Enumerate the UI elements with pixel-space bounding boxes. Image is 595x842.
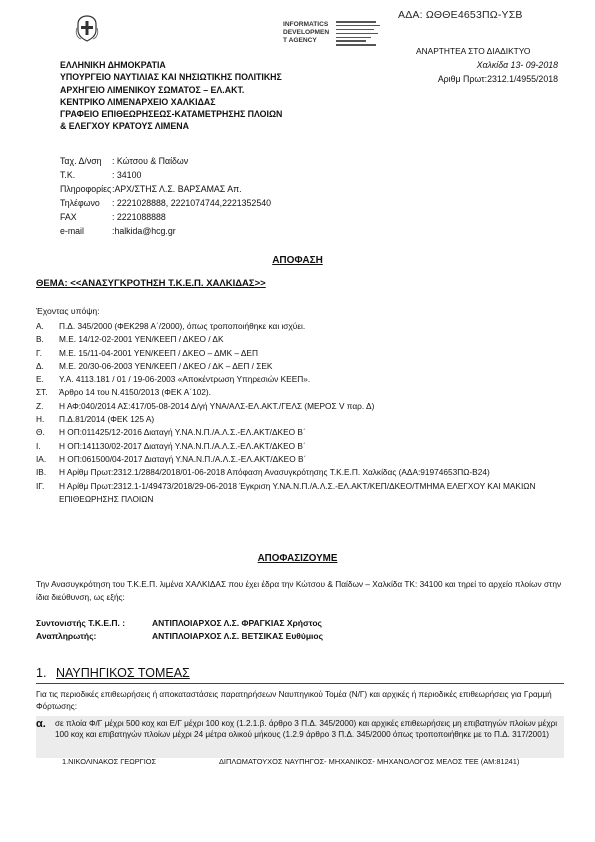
item-letter: ΙΓ. [36, 480, 45, 491]
section-title: ΝΑΥΠΗΓΙΚΟΣ ΤΟΜΕΑΣ [56, 666, 190, 680]
item-text: Π.Δ.81/2014 (ΦΕΚ 125 Α) [59, 414, 155, 425]
contact-value: : 2221088888 [112, 212, 166, 222]
contact-label: Τηλέφωνο [60, 198, 100, 208]
infodev-line: T AGENCY [283, 37, 317, 44]
item-letter: Β. [36, 334, 44, 345]
coordinator-row [36, 630, 323, 643]
item-letter: ΙΒ. [36, 467, 47, 478]
ada-code: ΑΔΑ: ΩΘΘΕ4653ΠΩ-ΥΣΒ [398, 9, 523, 21]
decision-heading: ΑΠΟΦΑΣΗ [272, 255, 323, 266]
list-item [36, 426, 566, 439]
item-text: Η ΟΠ:011425/12-2016 Διαταγή Υ.ΝΑ.Ν.Π./Α.Λ.Σ.-ΕΛ.ΑΚΤ/ΔΚΕΟ Β΄ [59, 427, 306, 438]
coordinator-row [36, 617, 323, 630]
item-letter: Ζ. [36, 400, 44, 411]
legal-basis-list [36, 320, 566, 506]
infodev-line: DEVELOPMEN [283, 29, 330, 36]
infodev-line: INFORMATICS [283, 21, 329, 28]
document-date: Χαλκίδα 13- 09-2018 [476, 60, 558, 70]
header-line: ΥΠΟΥΡΓΕΙΟ ΝΑΥΤΙΛΙΑΣ ΚΑΙ ΝΗΣΙΩΤΙΚΗΣ ΠΟΛΙΤΙΚΗΣ [60, 72, 282, 83]
subsection-text: σε πλοία Φ/Γ μέχρι 500 κοχ και Ε/Γ μέχρι 100 κοχ (1.2.1.β. άρθρο 3 Π.Δ. 345/2000) και αρχικές επιθεωρήσεις μη επιβατηγών πλοίων μέχρι 100 κοχ και επιβατηγών πλοίων μέχρι 24 μέτρα ολικού μήκους (1.2.9 άρθρο 3 Π.Δ. 345/2000 όπως τροποποιήθηκε με το Π.Δ. 317/2001) [55, 719, 558, 740]
reconstitution-paragraph: Την Ανασυγκρότηση του Τ.Κ.Ε.Π. λιμένα ΧΑΛΚΙΔΑΣ που έχει έδρα την Κώτσου & Παίδων – Χαλκίδα ΤΚ: 34100 και τηρεί το αρχείο πλοίων στην ίδια διεύθυνση, ως εξής: [36, 579, 562, 602]
coordinator-name: ΑΝΤΙΠΛΟΙΑΡΧΟΣ Λ.Σ. ΒΕΤΣΙΚΑΣ Ευθύμιος [152, 631, 324, 641]
list-item [36, 400, 566, 413]
protocol-number: Αριθμ Πρωτ:2312.1/4955/2018 [437, 74, 558, 84]
contact-info [60, 154, 271, 238]
member-title: ΔΙΠΛΩΜΑΤΟΥΧΟΣ ΝΑΥΠΗΓΟΣ- ΜΗΧΑΝΙΚΟΣ- ΜΗΧΑΝΟΛΟΓΟΣ ΜΕΛΟΣ ΤΕΕ (ΑΜ:81241) [219, 757, 520, 766]
item-letter: Θ. [36, 427, 45, 438]
item-letter: ΣΤ. [36, 387, 48, 398]
list-item [36, 466, 566, 479]
section-description: Για τις περιοδικές επιθεωρήσεις ή αποκαταστάσεις παρατηρήσεων Ναυπηγικού Τομέα (Ν/Γ) και αρχικές ή περιοδικές επιθεωρήσεις για Γραμμή Φόρτωσης: [36, 690, 552, 711]
list-item [36, 347, 566, 360]
contact-row [60, 154, 271, 168]
contact-label: e-mail [60, 226, 84, 236]
header-line: ΑΡΧΗΓΕΙΟ ΛΙΜΕΝΙΚΟΥ ΣΩΜΑΤΟΣ – ΕΛ.ΑΚΤ. [60, 84, 245, 95]
list-item [36, 440, 566, 453]
contact-label: FAX [60, 212, 77, 222]
item-text: Η Αρίθμ Πρωτ:2312.1/2884/2018/01-06-2018 Απόφαση Ανασυγκρότησης Τ.Κ.Ε.Π. Χαλκίδας (ΑΔΑ:91974653ΠΩ-Β24) [59, 467, 490, 478]
item-letter: Ε. [36, 374, 44, 385]
decide-heading: ΑΠΟΦΑΣΙΖΟΥΜΕ [257, 553, 338, 564]
list-item [36, 360, 566, 373]
item-text: Π.Δ. 345/2000 (ΦΕΚ298 Α΄/2000), όπως τροποποιήθηκε και ισχύει. [59, 321, 306, 331]
item-text: Η Αρίθμ Πρωτ:2312.1-1/49473/2018/29-06-2018 Έγκριση Υ.ΝΑ.Ν.Π./Α.Λ.Σ.-ΕΛ.ΑΚΤ/ΚΕΠ/ΔΚΕΟ/ΤΜΗΜΑ ΕΛΕΓΧΟΥ ΚΑΙ ΜΑΚΙΩΝ ΕΠΙΘΕΩΡΗΣΗΣ ΠΛΟΙΩΝ [59, 480, 536, 504]
coordinator-name: ΑΝΤΙΠΛΟΙΑΡΧΟΣ Λ.Σ. ΦΡΑΓΚΙΑΣ Χρήστος [152, 618, 322, 628]
item-letter: Δ. [36, 360, 44, 371]
list-item [36, 386, 566, 399]
list-item [36, 480, 566, 507]
contact-label: Τ.Κ. [60, 170, 76, 180]
contact-label: Πληροφορίες [60, 184, 112, 194]
infodev-logo-icon [336, 21, 382, 57]
header-line: ΓΡΑΦΕΙΟ ΕΠΙΘΕΩΡΗΣΕΩΣ-ΚΑΤΑΜΕΤΡΗΣΗΣ ΠΛΟΙΩΝ [60, 109, 283, 120]
item-text: Η ΟΠ:061500/04-2017 Διαταγή Υ.ΝΑ.Ν.Π./Α.Λ.Σ.-ΕΛ.ΑΚΤ/ΔΚΕΟ Β΄ [59, 453, 307, 464]
item-letter: Α. [36, 321, 44, 331]
contact-value: : 34100 [112, 170, 142, 180]
greek-emblem-icon [75, 14, 99, 42]
issuer-header [60, 59, 282, 133]
section-divider [36, 683, 564, 684]
item-text: Άρθρο 14 του Ν.4150/2013 (ΦΕΚ Α΄102). [59, 387, 211, 398]
contact-row [60, 210, 271, 224]
subsection-letter: α. [36, 718, 46, 730]
contact-row [60, 182, 271, 196]
email-link[interactable]: :halkida@hcg.gr [112, 226, 176, 236]
coordinator-label: Συντονιστής Τ.Κ.Ε.Π. : [36, 618, 126, 628]
coordinators-block [36, 617, 323, 643]
contact-label: Ταχ. Δ/νση [60, 156, 102, 166]
list-item [36, 373, 566, 386]
contact-row [60, 168, 271, 182]
item-letter: Ι. [36, 440, 41, 451]
member-row [62, 757, 567, 766]
list-item [36, 413, 566, 426]
item-letter: Η. [36, 414, 45, 425]
posting-note: ΑΝΑΡΤΗΤΕΑ ΣΤΟ ΔΙΑΔΙΚΤΥΟ [416, 46, 531, 56]
contact-row [60, 196, 271, 210]
item-text: Μ.Ε. 20/30-06-2003 ΥΕΝ/ΚΕΕΠ / ΔΚΕΟ / ΔΚ – ΔΕΠ / ΣΕΚ [59, 360, 273, 371]
contact-value: : Κώτσου & Παίδων [112, 156, 189, 166]
header-line: & ΕΛΕΓΧΟΥ ΚΡΑΤΟΥΣ ΛΙΜΕΝΑ [60, 121, 189, 132]
item-text: Υ.Α. 4113.181 / 01 / 19-06-2003 «Αποκέντρωση Υπηρεσιών ΚΕΕΠ». [59, 374, 311, 385]
item-letter: ΙΑ. [36, 453, 47, 464]
item-text: Η ΑΦ:040/2014 ΑΣ:417/05-08-2014 Δ/γή ΥΝΑ/ΑΛΣ-ΕΛ.ΑΚΤ./ΓΕΛΣ (ΜΕΡΟΣ V παρ. Δ) [59, 400, 375, 411]
contact-row [60, 224, 271, 238]
contact-value: : 2221028888, 2221074744,2221352540 [112, 198, 271, 208]
item-text: Μ.Ε. 14/12-02-2001 ΥΕΝ/ΚΕΕΠ / ΔΚΕΟ / ΔΚ [59, 334, 224, 345]
contact-value: :ΑΡΧ/ΣΤΗΣ Λ.Σ. ΒΑΡΣΑΜΑΣ Απ. [112, 184, 242, 194]
item-text: Η ΟΠ:141130/02-2017 Διαταγή Υ.ΝΑ.Ν.Π./Α.Λ.Σ.-ΕΛ.ΑΚΤ/ΔΚΕΟ Β΄ [59, 440, 306, 451]
member-name: 1.ΝΙΚΟΛΙΝΑΚΟΣ ΓΕΩΡΓΙΟΣ [62, 757, 157, 766]
header-line: ΕΛΛΗΝΙΚΗ ΔΗΜΟΚΡΑΤΙΑ [60, 60, 166, 70]
item-letter: Γ. [36, 347, 42, 358]
item-text: Μ.Ε. 15/11-04-2001 ΥΕΝ/ΚΕΕΠ / ΔΚΕΟ – ΔΜΚ – ΔΕΠ [59, 347, 258, 358]
list-item [36, 320, 566, 333]
coordinator-label: Αναπληρωτής: [36, 631, 97, 641]
infodev-logo-text [283, 21, 329, 45]
considering-label: Έχοντας υπόψη: [36, 306, 100, 316]
list-item [36, 453, 566, 466]
header-line: ΚΕΝΤΡΙΚΟ ΛΙΜΕΝΑΡΧΕΙΟ ΧΑΛΚΙΔΑΣ [60, 96, 216, 107]
list-item [36, 333, 566, 346]
section-number: 1. [36, 666, 47, 680]
section-heading [36, 666, 190, 680]
subject-line: ΘΕΜΑ: <<ΑΝΑΣΥΓΚΡΟΤΗΣΗ Τ.Κ.Ε.Π. ΧΑΛΚΙΔΑΣ>> [36, 278, 266, 289]
